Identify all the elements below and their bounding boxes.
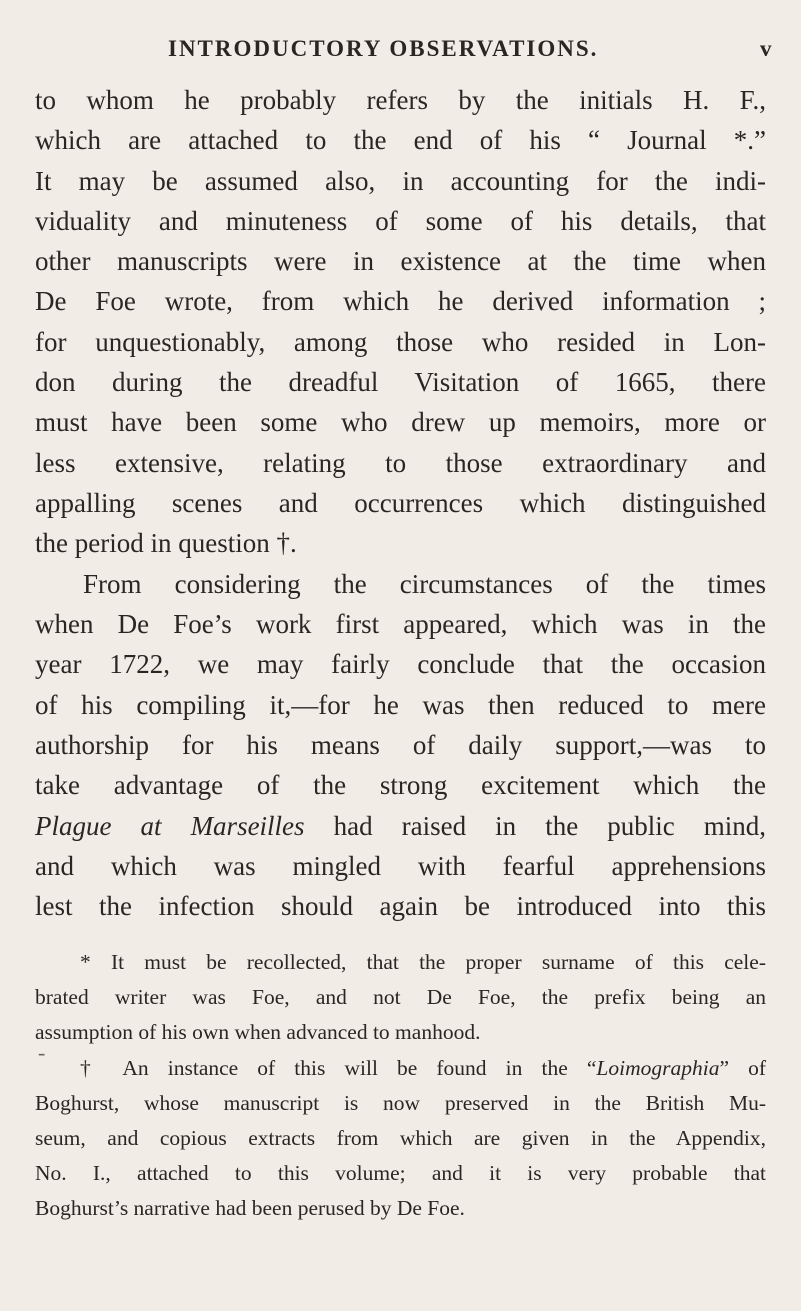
body-line: to whom he probably refers by the initials H. F., <box>35 85 766 115</box>
body-line: lest the infection should again be introduced into this <box>35 891 766 921</box>
body-line: of his compiling it,—for he was then reduced to mere <box>35 690 766 720</box>
body-line: must have been some who drew up memoirs, more or <box>35 407 766 437</box>
body-line: for unquestionably, among those who resided in Lon- <box>35 327 766 357</box>
body-line: which are attached to the end of his “ Journal *.” <box>35 125 766 155</box>
italic-title: Loimographia <box>596 1056 720 1080</box>
page-number: v <box>760 36 772 61</box>
body-line-mixed <box>35 810 766 842</box>
body-line: viduality and minuteness of some of his details, that <box>35 206 766 236</box>
italic-title: Plague at Marseilles <box>35 811 305 841</box>
margin-mark: - <box>38 1040 46 1065</box>
body-line: when De Foe’s work first appeared, which was in the <box>35 609 766 639</box>
body-line-paragraph-start: From considering the circumstances of the times <box>83 569 766 599</box>
body-text: had raised in the public mind, <box>333 811 767 841</box>
body-line: It may be assumed also, in accounting for the indi- <box>35 166 766 196</box>
body-line: authorship for his means of daily support,—was to <box>35 730 766 760</box>
body-line: and which was mingled with fearful apprehensions <box>35 851 766 881</box>
footnote-line: No. I., attached to this volume; and it is very probable that <box>35 1161 766 1185</box>
footnote-line: brated writer was Foe, and not De Foe, the prefix being an <box>35 985 766 1009</box>
footnote-line: seum, and copious extracts from which are given in the Appendix, <box>35 1126 766 1150</box>
footnote-line: Boghurst, whose manuscript is now preserved in the British Mu- <box>35 1091 766 1115</box>
footnote-text: † An instance of this will be found in the “ <box>80 1056 597 1080</box>
body-line: year 1722, we may fairly conclude that the occasion <box>35 649 766 679</box>
footnote-line: assumption of his own when advanced to manhood. <box>35 1020 481 1044</box>
body-line: appalling scenes and occurrences which distinguished <box>35 488 766 518</box>
body-line: don during the dreadful Visitation of 1665, there <box>35 367 766 397</box>
footnote-line: Boghurst’s narrative had been perused by De Foe. <box>35 1196 465 1220</box>
footnote-line: * It must be recollected, that the proper surname of this cele- <box>80 950 766 974</box>
body-line: the period in question †. <box>35 528 297 558</box>
running-head-title: INTRODUCTORY OBSERVATIONS. <box>168 36 599 61</box>
body-line: other manuscripts were in existence at the time when <box>35 246 766 276</box>
body-line: less extensive, relating to those extraordinary and <box>35 448 766 478</box>
footnote-line-mixed <box>80 1054 766 1082</box>
body-line: De Foe wrote, from which he derived information ; <box>35 286 766 316</box>
body-line: take advantage of the strong excitement which the <box>35 770 766 800</box>
footnote-text: ” of <box>719 1056 767 1080</box>
